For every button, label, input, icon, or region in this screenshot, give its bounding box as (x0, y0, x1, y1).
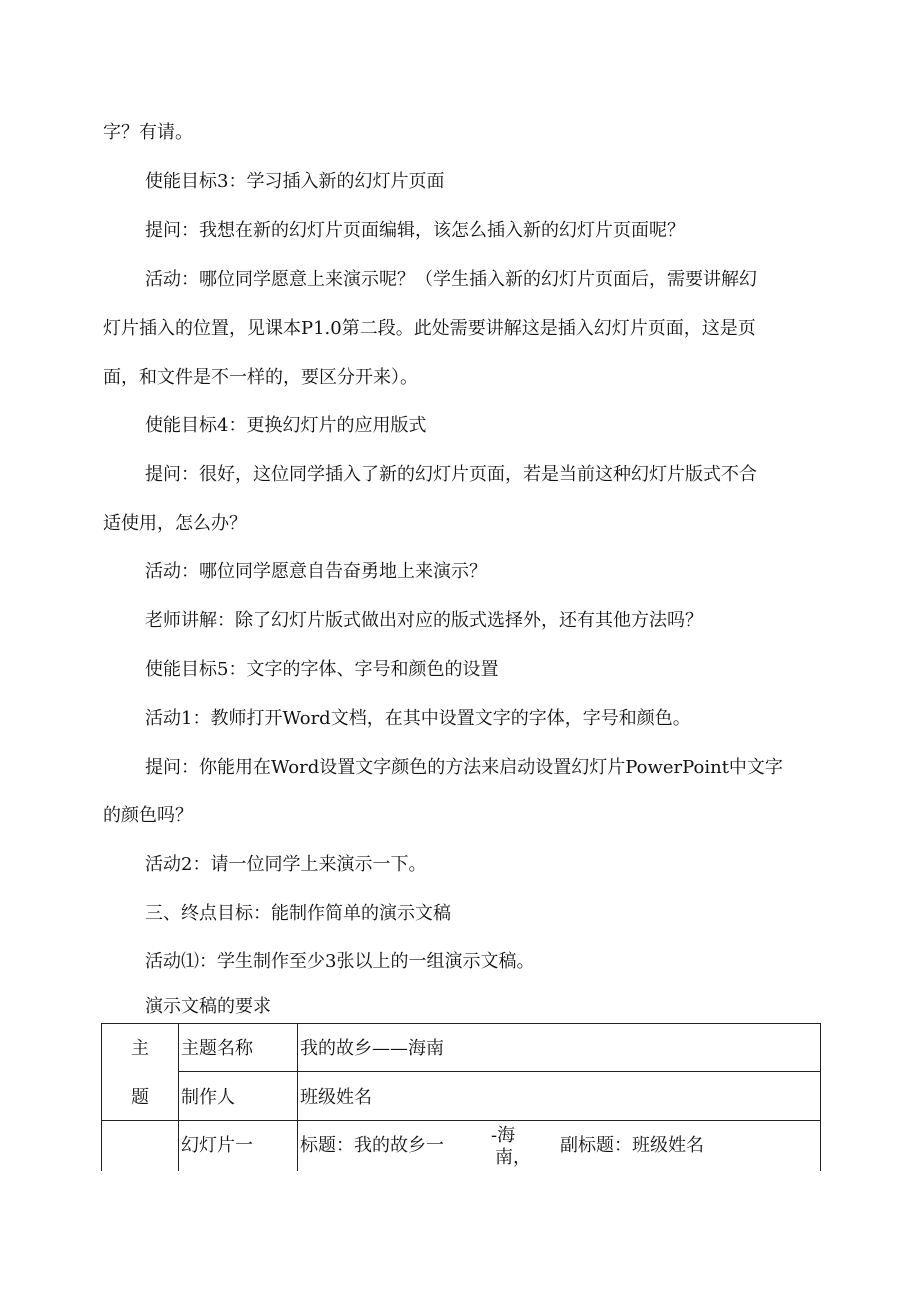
table-group-divider (101, 1120, 821, 1121)
table-cell-value: 我的故乡——海南 (300, 1038, 444, 1059)
slide-title-wrap-2: 南， (495, 1147, 531, 1168)
activity-demo-line-1: 活动：哪位同学愿意上来演示呢？（学生插入新的幻灯片页面后，需要讲解幻 (145, 269, 757, 290)
goal-3-heading: 使能目标3：学习插入新的幻灯片页面 (145, 171, 445, 192)
question-color-line-1: 提问：你能用在Word设置文字颜色的方法来启动设置幻灯片PowerPoint中文字 (145, 757, 783, 778)
activity-demo-line-3: 面，和文件是不一样的，要区分开来）。 (103, 367, 418, 388)
final-goal-heading: 三、终点目标：能制作简单的演示文稿 (145, 903, 451, 924)
table-row-divider (178, 1071, 821, 1072)
table-cell-value: 班级姓名 (300, 1087, 372, 1108)
question-color-line-2: 的颜色吗？ (103, 805, 193, 826)
question-layout-line-2: 适使用，怎么办？ (103, 513, 247, 534)
activity-demo-line-2: 灯片插入的位置，见课本P1.0第二段。此处需要讲解这是插入幻灯片页面，这是页 (103, 318, 756, 339)
slide-title-wrap-1: -海 (491, 1125, 516, 1146)
activity-2: 活动2：请一位同学上来演示一下。 (145, 854, 427, 875)
question-insert-slide: 提问：我想在新的幻灯片页面编辑，该怎么插入新的幻灯片页面呢？ (145, 220, 685, 241)
requirements-caption: 演示文稿的要求 (145, 996, 271, 1017)
goal-5-heading: 使能目标5：文字的字体、字号和颜色的设置 (145, 659, 499, 680)
table-cell-label: 幻灯片一 (181, 1135, 253, 1156)
table-column-divider-2 (297, 1023, 298, 1171)
question-layout-line-1: 提问：很好，这位同学插入了新的幻灯片页面，若是当前这种幻灯片版式不合 (145, 464, 757, 485)
activity-create-slides: 活动⑴：学生制作至少3张以上的一组演示文稿。 (145, 951, 535, 972)
table-border-top (101, 1023, 821, 1024)
slide-title-text: 标题：我的故乡一 (300, 1135, 444, 1156)
table-border-left (101, 1023, 102, 1171)
group-label-top: 主 (131, 1038, 149, 1059)
goal-4-heading: 使能目标4：更换幻灯片的应用版式 (145, 415, 427, 436)
table-column-divider-1 (178, 1023, 179, 1171)
group-label-bottom: 题 (131, 1087, 149, 1108)
table-border-right (820, 1023, 821, 1171)
teacher-explanation: 老师讲解：除了幻灯片版式做出对应的版式选择外，还有其他方法吗？ (145, 610, 703, 631)
slide-subtitle-text: 副标题：班级姓名 (560, 1135, 704, 1156)
activity-1: 活动1：教师打开Word文档，在其中设置文字的字体，字号和颜色。 (145, 708, 691, 729)
activity-volunteer: 活动：哪位同学愿意自告奋勇地上来演示？ (145, 561, 487, 582)
requirements-table (101, 1023, 821, 1171)
table-cell-label: 主题名称 (181, 1038, 253, 1059)
table-cell-label: 制作人 (181, 1087, 235, 1108)
paragraph-continuation: 字？有请。 (103, 122, 193, 143)
